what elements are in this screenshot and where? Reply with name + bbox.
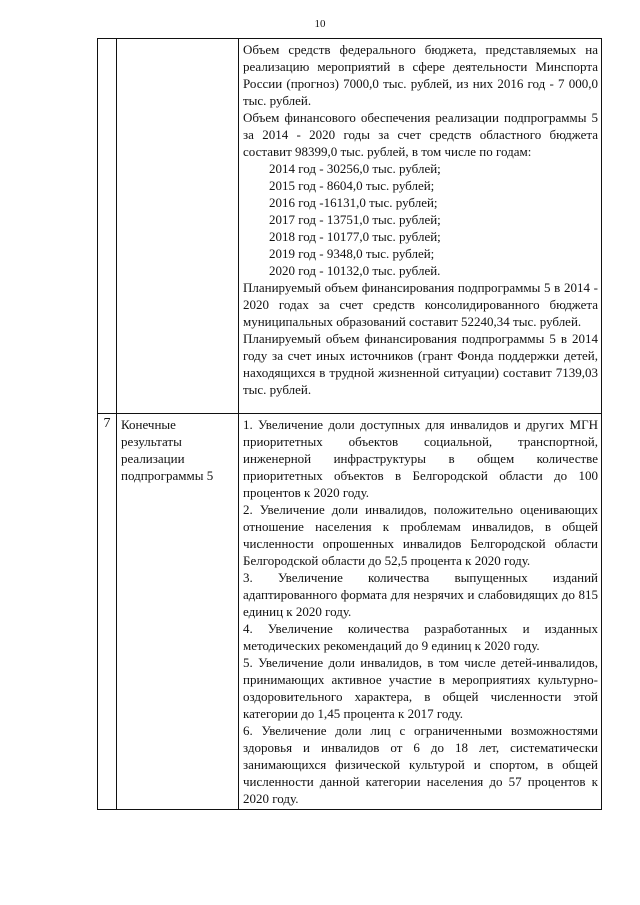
funding-year-line: 2016 год -16131,0 тыс. рублей; (269, 195, 438, 210)
funding-year-line: 2014 год - 30256,0 тыс. рублей; (269, 161, 441, 176)
funding-paragraph: Объем средств федерального бюджета, представляемых на реализацию мероприятий в сфере деятельности Минспорта России (прогноз) 7000,0 тыс. рублей, из них 2016 год - 7 000,0 тыс. рублей. (243, 42, 598, 108)
funding-content-cell (239, 39, 602, 414)
funding-year-line: 2017 год - 13751,0 тыс. рублей; (269, 212, 441, 227)
row-number-cell (98, 39, 117, 414)
funding-paragraph: Объем финансового обеспечения реализации подпрограммы 5 за 2014 - 2020 годы за счет средств областного бюджета составит 98399,0 тыс. рублей, в том числе по годам: (243, 110, 598, 159)
funding-year-line: 2018 год - 10177,0 тыс. рублей; (269, 229, 441, 244)
page-number: 10 (314, 18, 326, 30)
results-content-cell (239, 414, 602, 810)
funding-year-line: 2019 год - 9348,0 тыс. рублей; (269, 246, 435, 261)
result-paragraph: 5. Увеличение доли инвалидов, в том числе детей-инвалидов, принимающих активное участие в мероприятиях культурно-оздоровительного характера, в общей численности этой категории до 1,45 процента к 2017 году. (243, 655, 598, 721)
result-paragraph: 4. Увеличение количества разработанных и изданных методических рекомендаций до 9 единиц к 2020 году. (243, 621, 598, 653)
funding-year-line: 2020 год - 10132,0 тыс. рублей. (269, 263, 441, 278)
row-number-cell: 7 (98, 414, 117, 810)
program-table (97, 38, 602, 810)
funding-year-line: 2015 год - 8604,0 тыс. рублей; (269, 178, 435, 193)
result-paragraph: 2. Увеличение доли инвалидов, положительно оценивающих отношение населения к проблемам инвалидов, в общей численности опрошенных инвалидов Белгородской области Белгородской области до 52,5 процента к 2020 году. (243, 502, 598, 568)
table-row (98, 39, 602, 414)
row-name-cell: Конечные результаты реализации подпрограммы 5 (117, 414, 239, 810)
row-name-cell (117, 39, 239, 414)
table-row (98, 414, 602, 810)
funding-paragraph: Планируемый объем финансирования подпрограммы 5 в 2014 году за счет иных источников (грант Фонда поддержки детей, находящихся в трудной жизненной ситуации) составит 7139,03 тыс. рублей. (243, 331, 598, 397)
funding-paragraph: Планируемый объем финансирования подпрограммы 5 в 2014 - 2020 годах за счет средств консолидированного бюджета муниципальных образований составит 52240,34 тыс. рублей. (243, 280, 598, 329)
result-paragraph: 3. Увеличение количества выпущенных изданий адаптированного формата для незрячих и слабовидящих до 815 единиц к 2020 году. (243, 570, 598, 619)
result-paragraph: 1. Увеличение доли доступных для инвалидов и других МГН приоритетных объектов социальной, транспортной, инженерной инфраструктуры в общем количестве приоритетных объектов в Белгородской области до 100 процентов к 2020 году. (243, 417, 598, 500)
result-paragraph: 6. Увеличение доли лиц с ограниченными возможностями здоровья и инвалидов от 6 до 18 лет, систематически занимающихся физической культурой и спортом, в общей численности данной категории населения до 57 процентов к 2020 году. (243, 723, 598, 806)
